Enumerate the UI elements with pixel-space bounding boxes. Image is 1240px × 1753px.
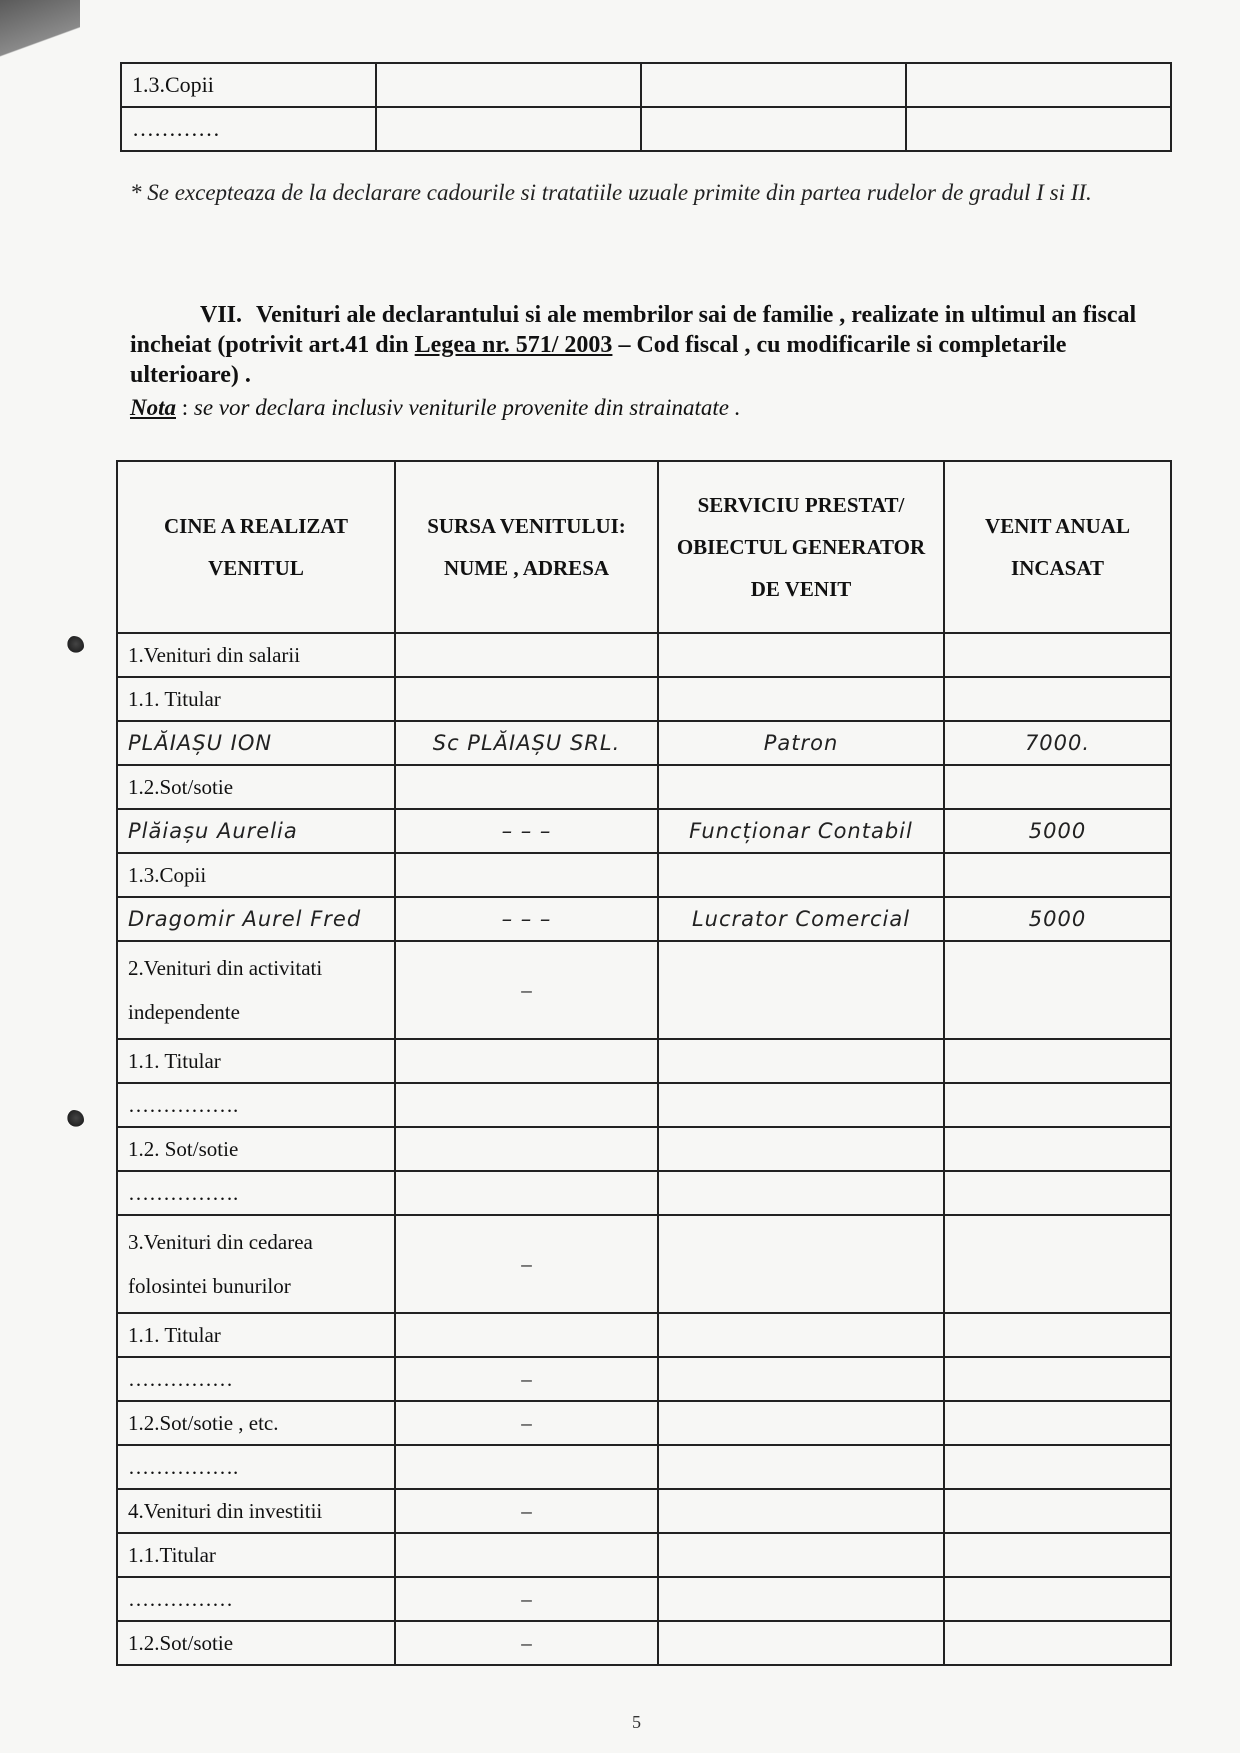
header-service: SERVICIU PRESTAT/ OBIECTUL GENERATOR DE VENIT	[658, 461, 944, 633]
income-cell-who: ……………	[117, 1577, 395, 1621]
income-table-row	[117, 853, 1171, 897]
income-cell-source: –	[395, 941, 658, 1039]
income-cell-who: 3.Venituri din cedarea folosintei bunurilor	[117, 1215, 395, 1313]
income-cell-source: –	[395, 1401, 658, 1445]
income-cell-source	[395, 1127, 658, 1171]
income-cell-service: Patron	[658, 721, 944, 765]
income-cell-source: –	[395, 1621, 658, 1665]
punch-hole-mark	[64, 1110, 84, 1130]
income-cell-amount	[944, 941, 1171, 1039]
income-cell-source: – – –	[395, 897, 658, 941]
income-table-row	[117, 941, 1171, 1039]
income-table-row	[117, 809, 1171, 853]
income-table-row	[117, 1215, 1171, 1313]
income-table-row	[117, 1533, 1171, 1577]
income-cell-who: 1.Venituri din salarii	[117, 633, 395, 677]
top-row-label: …………	[121, 107, 376, 151]
header-who: CINE A REALIZAT VENITUL	[117, 461, 395, 633]
income-cell-amount: 7000.	[944, 721, 1171, 765]
income-cell-amount	[944, 1313, 1171, 1357]
income-cell-amount	[944, 633, 1171, 677]
section-title-part2: – Cod fiscal , cu modificarile si completarile ulterioare) .	[130, 332, 1067, 388]
income-cell-who: …………….	[117, 1171, 395, 1215]
income-table-row	[117, 1313, 1171, 1357]
income-cell-source	[395, 677, 658, 721]
income-cell-who: 1.2.Sot/sotie , etc.	[117, 1401, 395, 1445]
income-table-row	[117, 1357, 1171, 1401]
income-cell-who: …………….	[117, 1083, 395, 1127]
income-cell-source	[395, 633, 658, 677]
income-table-header-row	[117, 461, 1171, 633]
income-cell-amount: 5000	[944, 809, 1171, 853]
income-table-row	[117, 1039, 1171, 1083]
income-cell-source	[395, 1533, 658, 1577]
income-table-row	[117, 1401, 1171, 1445]
header-amount: VENIT ANUAL INCASAT	[944, 461, 1171, 633]
income-cell-who: 1.1. Titular	[117, 1313, 395, 1357]
income-cell-amount	[944, 1039, 1171, 1083]
income-table-row	[117, 1445, 1171, 1489]
income-cell-source	[395, 1083, 658, 1127]
section-number: VII.	[200, 302, 243, 328]
income-table-row	[117, 1577, 1171, 1621]
top-row-cell	[376, 107, 641, 151]
income-cell-who: 1.2.Sot/sotie	[117, 765, 395, 809]
income-cell-amount	[944, 1533, 1171, 1577]
header-source: SURSA VENITULUI: NUME , ADRESA	[395, 461, 658, 633]
income-cell-amount	[944, 765, 1171, 809]
income-table-row	[117, 1127, 1171, 1171]
income-cell-who: Dragomir Aurel Fred	[117, 897, 395, 941]
income-cell-who: PLĂIAȘU ION	[117, 721, 395, 765]
note-label: Nota	[130, 395, 176, 420]
income-cell-source	[395, 1445, 658, 1489]
income-cell-service	[658, 1215, 944, 1313]
income-cell-service	[658, 1621, 944, 1665]
income-cell-who: 1.2. Sot/sotie	[117, 1127, 395, 1171]
income-cell-amount	[944, 1445, 1171, 1489]
income-cell-amount	[944, 1357, 1171, 1401]
income-table-row	[117, 633, 1171, 677]
income-cell-amount	[944, 1577, 1171, 1621]
note-separator: :	[176, 395, 194, 420]
income-cell-source: –	[395, 1577, 658, 1621]
income-cell-service	[658, 1357, 944, 1401]
income-cell-source: –	[395, 1357, 658, 1401]
top-row-cell	[641, 63, 906, 107]
income-cell-amount	[944, 853, 1171, 897]
income-cell-service	[658, 1083, 944, 1127]
income-cell-source	[395, 853, 658, 897]
income-cell-who: 4.Venituri din investitii	[117, 1489, 395, 1533]
income-table-row	[117, 1489, 1171, 1533]
income-cell-service	[658, 1489, 944, 1533]
income-cell-service	[658, 1445, 944, 1489]
income-cell-service	[658, 1127, 944, 1171]
income-cell-amount	[944, 1401, 1171, 1445]
income-cell-amount	[944, 1083, 1171, 1127]
income-cell-who: 1.2.Sot/sotie	[117, 1621, 395, 1665]
income-cell-who: Plăiașu Aurelia	[117, 809, 395, 853]
income-cell-source	[395, 765, 658, 809]
income-cell-service	[658, 1401, 944, 1445]
note-text: se vor declara inclusiv veniturile provenite din strainatate .	[193, 395, 741, 420]
income-cell-who: 1.1. Titular	[117, 1039, 395, 1083]
income-cell-service	[658, 1171, 944, 1215]
page-mark: 5	[632, 1712, 641, 1732]
law-reference: Legea nr. 571/ 2003	[414, 332, 613, 358]
top-row-cell	[641, 107, 906, 151]
income-cell-service	[658, 853, 944, 897]
income-cell-service: Lucrator Comercial	[658, 897, 944, 941]
income-cell-amount	[944, 1215, 1171, 1313]
income-cell-source: Sc PLĂIAȘU SRL.	[395, 721, 658, 765]
income-cell-who: 1.3.Copii	[117, 853, 395, 897]
income-cell-amount	[944, 1127, 1171, 1171]
income-cell-source	[395, 1313, 658, 1357]
income-table-row	[117, 721, 1171, 765]
income-cell-amount: 5000	[944, 897, 1171, 941]
top-row-cell	[376, 63, 641, 107]
section-title	[130, 300, 1170, 390]
income-cell-source	[395, 1171, 658, 1215]
top-table-row	[121, 107, 1171, 151]
income-table-row	[117, 1621, 1171, 1665]
income-table	[116, 460, 1172, 1666]
top-table	[120, 62, 1172, 152]
top-row-cell	[906, 107, 1171, 151]
top-row-label: 1.3.Copii	[121, 63, 376, 107]
income-cell-who: 2.Venituri din activitati independente	[117, 941, 395, 1039]
income-cell-service	[658, 1533, 944, 1577]
income-cell-amount	[944, 1171, 1171, 1215]
income-cell-service	[658, 941, 944, 1039]
note	[130, 395, 1170, 421]
income-cell-who: 1.1.Titular	[117, 1533, 395, 1577]
income-table-row	[117, 765, 1171, 809]
income-cell-service	[658, 1039, 944, 1083]
income-cell-source: –	[395, 1489, 658, 1533]
income-cell-service	[658, 677, 944, 721]
income-cell-service	[658, 633, 944, 677]
footnote: * Se excepteaza de la declarare cadourile si tratatiile uzuale primite din partea rudelor de gradul I si II.	[130, 180, 1092, 205]
income-cell-amount	[944, 677, 1171, 721]
scan-corner-shadow	[0, 0, 80, 110]
income-cell-service	[658, 1577, 944, 1621]
income-cell-amount	[944, 1489, 1171, 1533]
punch-hole-mark	[64, 636, 84, 656]
income-table-row	[117, 1171, 1171, 1215]
top-row-cell	[906, 63, 1171, 107]
income-table-row	[117, 1083, 1171, 1127]
section-title-part1: Venituri ale declarantului si ale membrilor sai de familie , realizate in ultimul an fiscal incheiat (potrivit art.41 din	[130, 302, 1137, 358]
income-cell-service	[658, 765, 944, 809]
income-cell-who: 1.1. Titular	[117, 677, 395, 721]
income-cell-service: Funcționar Contabil	[658, 809, 944, 853]
income-cell-source	[395, 1039, 658, 1083]
income-table-row	[117, 677, 1171, 721]
income-cell-who: …………….	[117, 1445, 395, 1489]
income-cell-source: – – –	[395, 809, 658, 853]
income-cell-service	[658, 1313, 944, 1357]
income-cell-amount	[944, 1621, 1171, 1665]
income-table-row	[117, 897, 1171, 941]
top-table-row	[121, 63, 1171, 107]
income-cell-source: –	[395, 1215, 658, 1313]
income-cell-who: ……………	[117, 1357, 395, 1401]
